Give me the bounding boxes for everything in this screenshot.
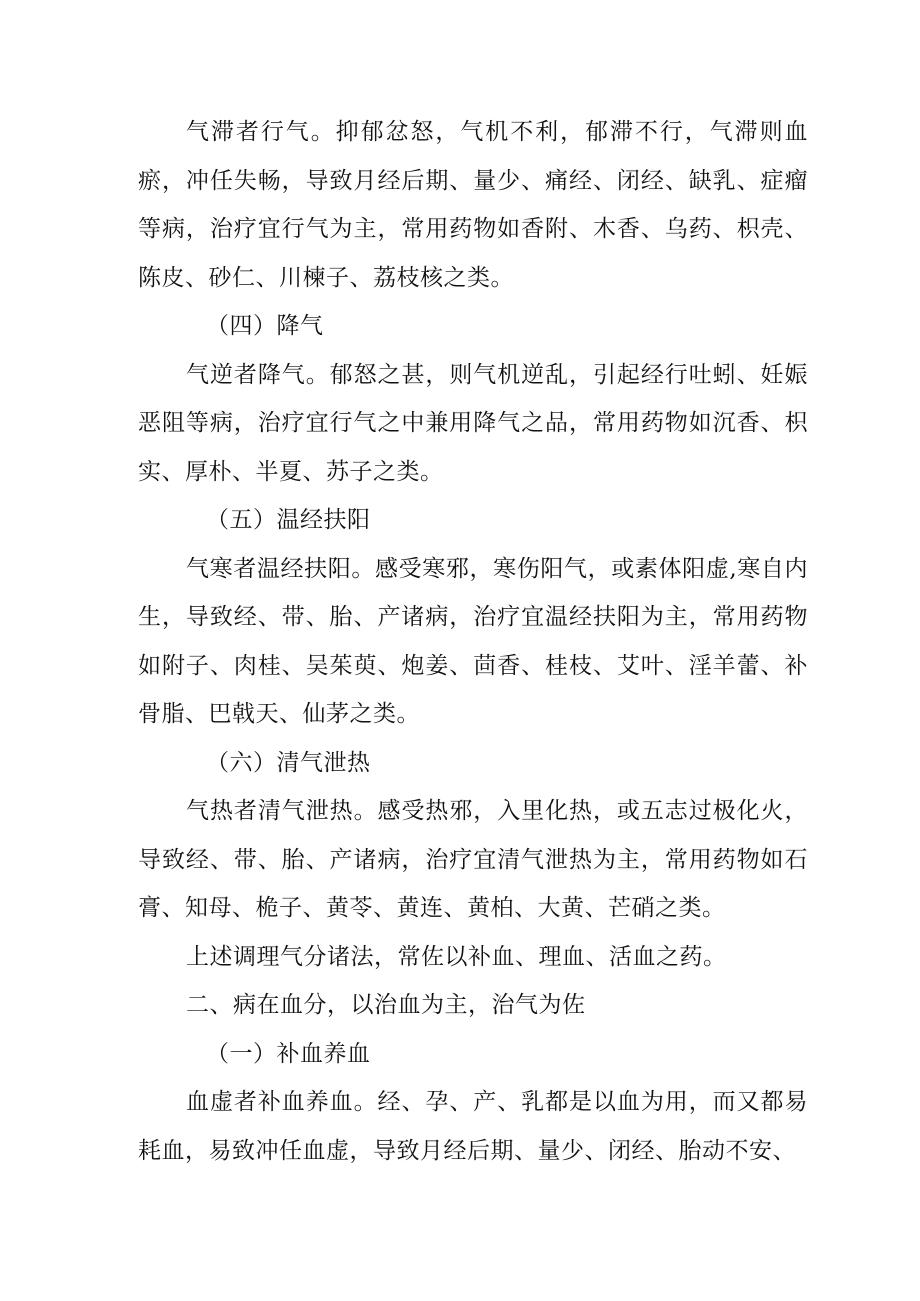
paragraph-qi-cold: 气寒者温经扶阳。感受寒邪，寒伤阳气，或素体阳虚,寒自内生，导致经、带、胎、产诸病，治疗宜温经扶阳为主，常用药物如附子、肉桂、吴茱萸、炮姜、茴香、桂枝、艾叶、淫羊蕾、补骨脂、巴戟天、仙茅之类。: [138, 555, 808, 727]
heading-clearing-heat: （六）清气泄热: [206, 749, 371, 776]
paragraph-qi-stagnation: 气滞者行气。抑郁忿怒，气机不利，郁滞不行，气滞则血瘀，冲任失畅，导致月经后期、量少、痛经、闭经、缺乳、症瘤等病，治疗宜行气为主，常用药物如香附、木香、乌药、枳壳、陈皮、砂仁、川楝子、荔枝核之类。: [138, 119, 808, 291]
paragraph-blood-deficiency: 血虚者补血养血。经、孕、产、乳都是以血为用，而又都易耗血，易致冲任血虚，导致月经后期、量少、闭经、胎动不安、: [138, 1089, 808, 1164]
paragraph-qi-heat: 气热者清气泄热。感受热邪，入里化热，或五志过极化火，导致经、带、胎、产诸病，治疗宜清气泄热为主，常用药物如石膏、知母、桅子、黄苓、黄连、黄柏、大黄、芒硝之类。: [138, 798, 808, 921]
paragraph-qi-counterflow: 气逆者降气。郁怒之甚，则气机逆乱，引起经行吐蚓、妊娠恶阻等病，治疗宜行气之中兼用降气之品，常用药物如沉香、枳实、厚朴、半夏、苏子之类。: [138, 361, 808, 485]
heading-warming-meridian: （五）温经扶阳: [206, 507, 371, 533]
paragraph-summary: 上述调理气分诸法，常佐以补血、理血、活血之药。: [186, 943, 727, 970]
heading-nourishing-blood: （一）补血养血: [206, 1040, 371, 1067]
document-body: [138, 108, 808, 1175]
heading-descending-qi: （四）降气: [206, 313, 324, 339]
heading-blood-level: 二、病在血分，以治血为主，治气为佐: [186, 992, 586, 1018]
